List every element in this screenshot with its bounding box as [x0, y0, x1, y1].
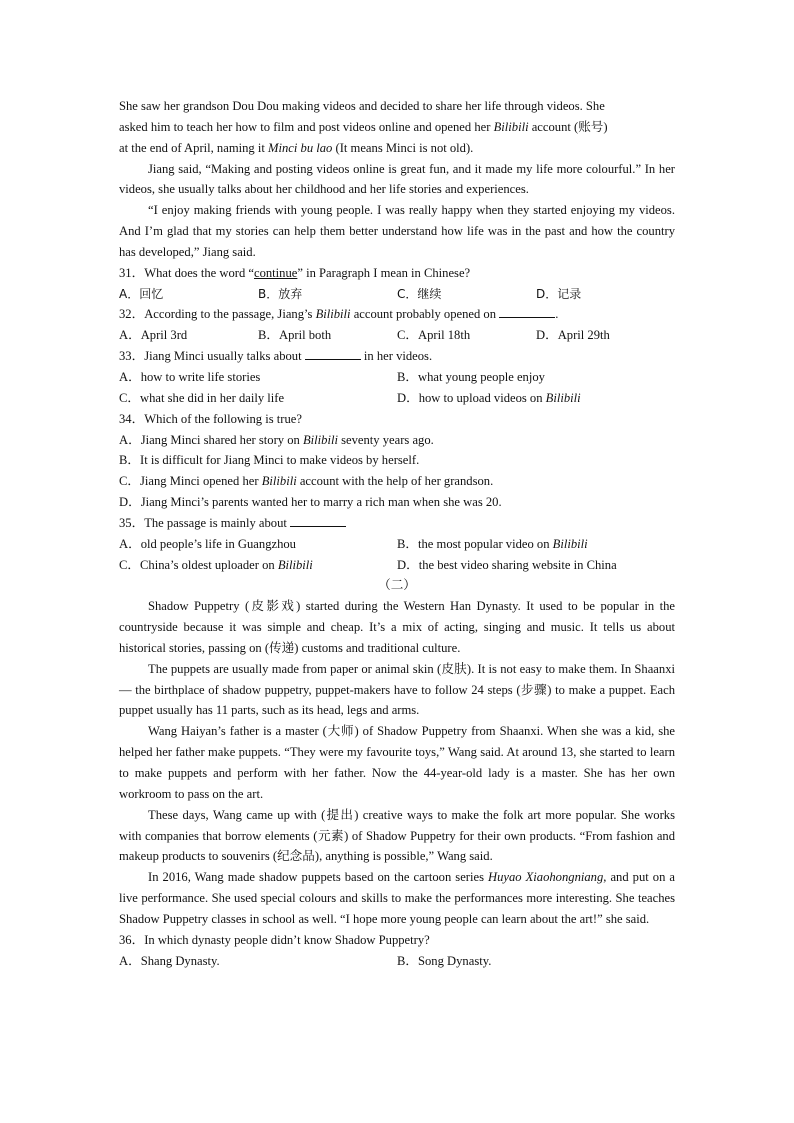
- passage2-paragraph3: Wang Haiyan’s father is a master (大师) of Shadow Puppetry from Shaanxi. When she was a kid, she helped her father make puppets. “They were my favourite toys,” Wang said. At around 13, she started to learn to make puppets and perform with her father. Now the 44-year-old lady is a master. She has her own workroom to pass on the art.: [119, 724, 675, 801]
- option-b[interactable]: B．放弃: [258, 286, 303, 301]
- option-b[interactable]: B．what young people enjoy: [397, 369, 545, 384]
- question-35-options-row2: [119, 555, 675, 576]
- exam-page: [119, 96, 675, 971]
- option-c[interactable]: C．China’s oldest uploader on Bilibili: [119, 557, 313, 572]
- passage2-paragraph2: The puppets are usually made from paper or animal skin (皮肤). It is not easy to make them. In Shaanxi — the birthplace of shadow puppetry, puppet-makers have to follow 24 steps (步骤) to make a puppet. Each puppet usually has 11 parts, such as its head, legs and arms.: [119, 661, 675, 718]
- option-c[interactable]: C．April 18th: [397, 328, 471, 343]
- question-36-options: [119, 951, 675, 972]
- p1-line1: She saw her grandson Dou Dou making videos and decided to share her life through videos. She: [119, 99, 605, 113]
- question-32: 32．According to the passage, Jiang’s Bilibili account probably opened on .: [119, 307, 559, 322]
- answer-blank: [290, 514, 346, 527]
- question-36: 36．In which dynasty people didn’t know Shadow Puppetry?: [119, 932, 430, 947]
- option-d[interactable]: D．Jiang Minci’s parents wanted her to marry a rich man when she was 20.: [119, 495, 502, 510]
- option-c[interactable]: C．what she did in her daily life: [119, 390, 285, 405]
- option-b[interactable]: B．the most popular video on Bilibili: [397, 536, 588, 551]
- option-a[interactable]: A．April 3rd: [119, 328, 188, 343]
- passage1-paragraph2: Jiang said, “Making and posting videos online is great fun, and it made my life more colourful.” In her videos, she usually talks about her childhood and her life stories and experiences.: [119, 161, 675, 197]
- section-2-title: （二）: [378, 578, 416, 593]
- passage2-paragraph1: Shadow Puppetry (皮影戏) started during the Western Han Dynasty. It used to be popular in the countryside because it was simple and cheap. It’s a mix of acting, singing and music. It tells us about historical stories, passing on (传递) customs and traditional culture.: [119, 599, 675, 655]
- passage2-paragraph4: These days, Wang came up with (提出) creative ways to make the folk art more popular. She works with companies that borrow elements (元素) of Shadow Puppetry for their own products. “From fashion and makeup products to souvenirs (纪念品), anything is possible,” Wang said.: [119, 807, 675, 864]
- question-35: 35．The passage is mainly about: [119, 513, 675, 534]
- option-d[interactable]: D．April 29th: [536, 328, 610, 343]
- p1-line2: asked him to teach her how to film and post videos online and opened her Bilibili account (账号): [119, 119, 608, 134]
- answer-blank: [499, 305, 555, 318]
- option-b[interactable]: B．It is difficult for Jiang Minci to make videos by herself.: [119, 453, 420, 468]
- option-d[interactable]: D．how to upload videos on Bilibili: [397, 390, 581, 405]
- option-a[interactable]: A．how to write life stories: [119, 369, 261, 384]
- option-a[interactable]: A．回忆: [119, 286, 164, 301]
- question-31: 31．What does the word “continue” in Paragraph I mean in Chinese?: [119, 265, 471, 280]
- passage2-paragraph5: In 2016, Wang made shadow puppets based on the cartoon series Huyao Xiaohongniang, and put on a live performance. She used special colours and skills to make the performances more interesting. She teaches Shadow Puppetry classes in school as well. “I hope more young people can learn about the art!” she said.: [119, 870, 675, 926]
- option-a[interactable]: A．old people’s life in Guangzhou: [119, 536, 296, 551]
- option-d[interactable]: D．记录: [536, 286, 582, 301]
- passage1-paragraph3: “I enjoy making friends with young people. I was really happy when they started enjoying my videos. And I’m glad that my stories can help them better understand how life was in the past and how the country has developed,” Jiang said.: [119, 203, 675, 259]
- underlined-word: continue: [254, 265, 298, 280]
- question-34: 34．Which of the following is true?: [119, 411, 302, 426]
- passage1-paragraph1: [119, 96, 675, 159]
- question-31-options: [119, 284, 675, 305]
- question-33: 33．Jiang Minci usually talks about in her videos.: [119, 349, 433, 364]
- question-35-options-row1: [119, 534, 675, 555]
- option-d[interactable]: D．the best video sharing website in China: [397, 557, 617, 572]
- option-a[interactable]: A．Jiang Minci shared her story on Bilibili seventy years ago.: [119, 432, 434, 447]
- option-a[interactable]: A．Shang Dynasty.: [119, 953, 220, 968]
- p1-line3: at the end of April, naming it Minci bu lao (It means Minci is not old).: [119, 140, 474, 155]
- option-c[interactable]: C．Jiang Minci opened her Bilibili account with the help of her grandson.: [119, 474, 494, 489]
- option-c[interactable]: C．继续: [397, 286, 442, 301]
- question-33-options-row1: [119, 367, 675, 388]
- question-33-options-row2: [119, 388, 675, 409]
- option-b[interactable]: B．Song Dynasty.: [397, 953, 492, 968]
- question-32-options: [119, 325, 675, 346]
- option-b[interactable]: B．April both: [258, 328, 332, 343]
- answer-blank: [305, 347, 361, 360]
